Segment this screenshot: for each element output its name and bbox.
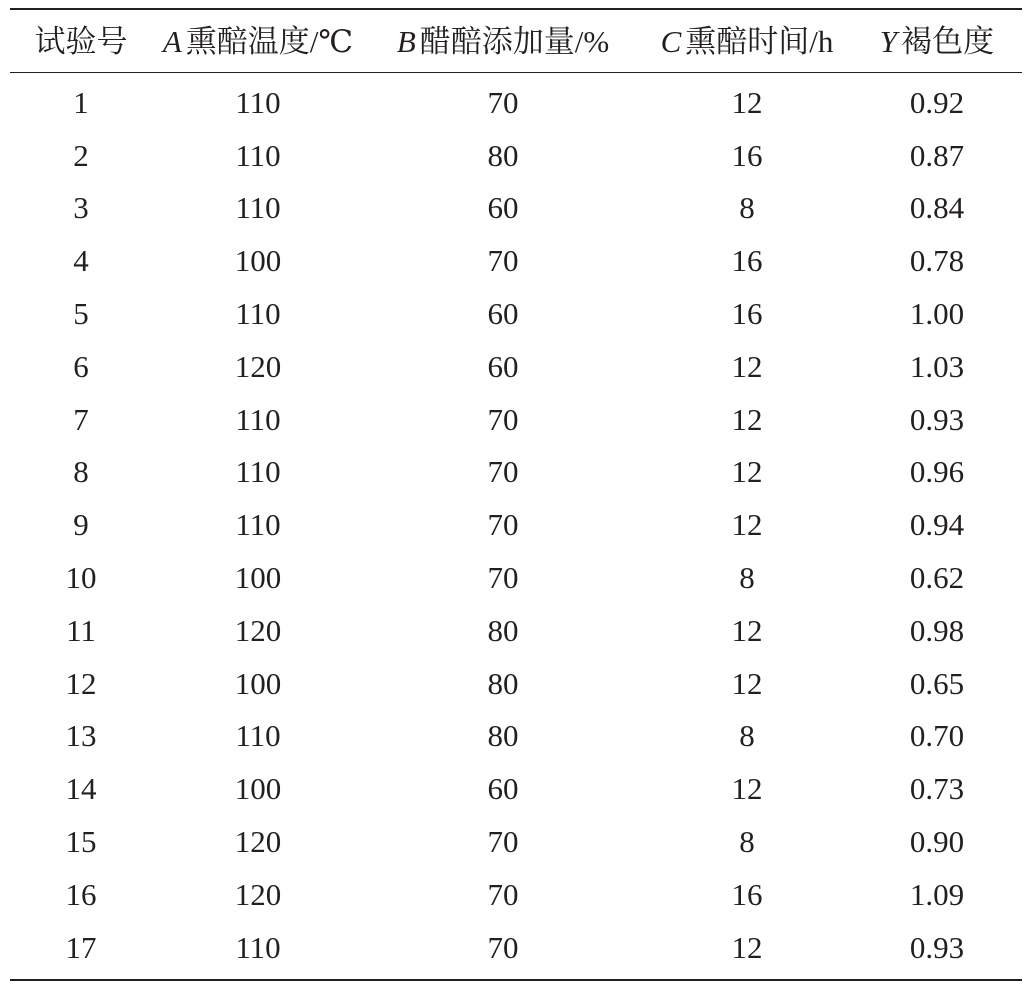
table-cell: 100	[234, 560, 282, 596]
table-cell: 100	[234, 771, 282, 807]
header-label: 熏醅温度/℃	[185, 23, 354, 59]
table-cell: 12	[731, 401, 763, 437]
table-cell: 3	[73, 190, 89, 226]
table-cell: 5	[73, 296, 89, 332]
table-cell: 110	[235, 454, 281, 490]
table-cell: 70	[487, 824, 519, 860]
table-cell: 110	[235, 137, 281, 173]
header-cell-addition	[364, 23, 642, 59]
table-cell: 110	[235, 929, 281, 965]
data-table	[10, 8, 1022, 981]
table-row	[10, 815, 1022, 868]
table-cell: 14	[65, 771, 97, 807]
table-cell: 12	[731, 929, 763, 965]
table-cell: 8	[739, 718, 755, 754]
table-row	[10, 551, 1022, 604]
table-cell: 16	[65, 876, 97, 912]
header-cell-temperature	[152, 23, 364, 59]
table-cell: 120	[234, 876, 282, 912]
table-cell: 12	[65, 665, 97, 701]
table-cell: 12	[731, 665, 763, 701]
table-cell: 16	[731, 296, 763, 332]
table-cell: 16	[731, 137, 763, 173]
table-cell: 1.00	[909, 296, 965, 332]
table-cell: 0.96	[909, 454, 965, 490]
table-cell: 80	[487, 718, 519, 754]
table-cell: 110	[235, 718, 281, 754]
table-cell: 12	[731, 348, 763, 384]
table-cell: 1.03	[909, 348, 965, 384]
table-cell: 0.62	[909, 560, 965, 596]
table-row	[10, 129, 1022, 182]
table-cell: 70	[487, 560, 519, 596]
table-cell: 100	[234, 665, 282, 701]
table-cell: 60	[487, 296, 519, 332]
table-cell: 2	[73, 137, 89, 173]
table-cell: 9	[73, 507, 89, 543]
table-row	[10, 340, 1022, 393]
table-cell: 110	[235, 190, 281, 226]
table-cell: 0.65	[909, 665, 965, 701]
table-cell: 60	[487, 348, 519, 384]
table-row	[10, 921, 1022, 974]
table-cell: 0.90	[909, 824, 965, 860]
table-row	[10, 604, 1022, 657]
table-cell: 100	[234, 243, 282, 279]
table-cell: 110	[235, 84, 281, 120]
header-label: 熏醅时间/h	[685, 23, 834, 59]
header-label: 醋醅添加量/%	[419, 23, 610, 59]
table-row	[10, 762, 1022, 815]
table-cell: 0.93	[909, 401, 965, 437]
table-cell: 10	[65, 560, 97, 596]
header-variable: C	[660, 23, 682, 59]
table-cell: 80	[487, 137, 519, 173]
table-cell: 15	[65, 824, 97, 860]
table-cell: 0.87	[909, 137, 965, 173]
table-cell: 12	[731, 612, 763, 648]
header-label: 褐色度	[901, 23, 995, 59]
table-body	[10, 73, 1022, 979]
table-cell: 70	[487, 876, 519, 912]
bottom-rule	[10, 979, 1022, 981]
table-cell: 0.78	[909, 243, 965, 279]
table-cell: 11	[66, 612, 96, 648]
table-cell: 6	[73, 348, 89, 384]
table-row	[10, 393, 1022, 446]
table-row	[10, 234, 1022, 287]
table-cell: 8	[739, 190, 755, 226]
table-cell: 110	[235, 296, 281, 332]
header-variable: B	[396, 23, 416, 59]
table-cell: 80	[487, 665, 519, 701]
table-cell: 120	[234, 348, 282, 384]
header-label: 试验号	[34, 23, 128, 59]
table-cell: 17	[65, 929, 97, 965]
table-cell: 70	[487, 929, 519, 965]
table-cell: 16	[731, 876, 763, 912]
table-cell: 0.93	[909, 929, 965, 965]
table-row	[10, 710, 1022, 763]
table-cell: 1.09	[909, 876, 965, 912]
table-header	[10, 10, 1022, 72]
table-cell: 60	[487, 190, 519, 226]
table-cell: 80	[487, 612, 519, 648]
table-cell: 0.92	[909, 84, 965, 120]
table-row	[10, 287, 1022, 340]
table-cell: 70	[487, 243, 519, 279]
table-cell: 13	[65, 718, 97, 754]
table-cell: 70	[487, 507, 519, 543]
header-variable: A	[162, 23, 182, 59]
table-cell: 0.70	[909, 718, 965, 754]
table-cell: 70	[487, 454, 519, 490]
table-cell: 120	[234, 612, 282, 648]
table-cell: 60	[487, 771, 519, 807]
table-cell: 8	[739, 560, 755, 596]
table-row	[10, 446, 1022, 499]
table-row	[10, 76, 1022, 129]
table-row	[10, 182, 1022, 235]
header-cell-time	[642, 23, 852, 59]
table-cell: 16	[731, 243, 763, 279]
table-cell: 0.84	[909, 190, 965, 226]
table-cell: 0.94	[909, 507, 965, 543]
table-cell: 70	[487, 84, 519, 120]
table-cell: 12	[731, 771, 763, 807]
table-cell: 4	[73, 243, 89, 279]
header-cell-browning	[852, 23, 1022, 59]
table-cell: 7	[73, 401, 89, 437]
table-cell: 8	[73, 454, 89, 490]
table-cell: 8	[739, 824, 755, 860]
table-row	[10, 868, 1022, 921]
table-cell: 70	[487, 401, 519, 437]
table-cell: 0.73	[909, 771, 965, 807]
header-cell-trial-no	[10, 23, 152, 59]
header-variable: Y	[879, 23, 898, 59]
table-row	[10, 498, 1022, 551]
table-cell: 12	[731, 454, 763, 490]
table-cell: 1	[73, 84, 89, 120]
table-cell: 0.98	[909, 612, 965, 648]
table-cell: 120	[234, 824, 282, 860]
table-row	[10, 657, 1022, 710]
table-cell: 12	[731, 84, 763, 120]
table-cell: 12	[731, 507, 763, 543]
table-cell: 110	[235, 401, 281, 437]
table-cell: 110	[235, 507, 281, 543]
